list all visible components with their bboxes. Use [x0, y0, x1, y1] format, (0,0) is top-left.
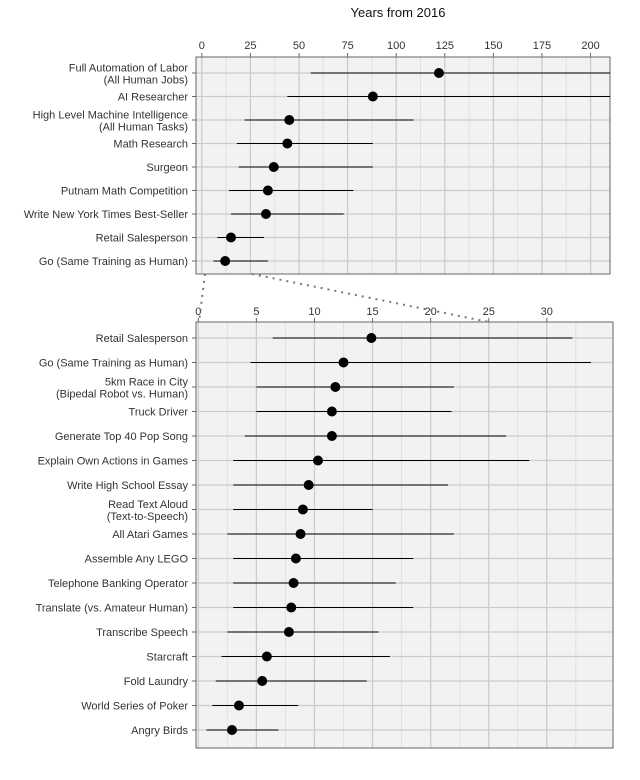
bottom-category-label — [131, 725, 188, 737]
top-median-point — [269, 162, 279, 172]
chart-title: Years from 2016 — [350, 5, 446, 20]
bottom-median-point — [257, 676, 267, 686]
top-category-label-line: Putnam Math Competition — [60, 185, 188, 198]
top-category-label-line: Math Research — [113, 138, 188, 151]
bottom-category-label — [124, 676, 189, 688]
bottom-median-point — [284, 627, 294, 637]
bottom-category-label-line: Write High School Essay — [67, 480, 188, 492]
top-category-label-line: (All Human Tasks) — [98, 121, 188, 134]
bottom-median-point — [339, 358, 349, 368]
top-panel — [24, 40, 610, 274]
top-category-label — [24, 209, 189, 221]
bottom-category-label — [96, 333, 188, 345]
bottom-median-point — [227, 725, 237, 735]
top-category-label — [118, 92, 189, 104]
bottom-category-label — [67, 480, 188, 492]
bottom-tick-label: 10 — [308, 306, 321, 318]
bottom-category-label-line: (Text-to-Speech) — [106, 511, 188, 523]
top-median-point — [368, 92, 378, 102]
top-category-label — [96, 233, 188, 245]
bottom-category-label — [146, 652, 188, 664]
bottom-category-label-line: Explain Own Actions in Games — [37, 455, 188, 468]
top-category-label-line: Go (Same Training as Human) — [38, 256, 188, 268]
bottom-category-label — [48, 578, 188, 590]
top-tick-label: 175 — [532, 40, 552, 52]
bottom-category-label-line: Read Text Aloud — [108, 499, 188, 511]
top-plot-background — [196, 57, 610, 274]
top-category-label-line: Retail Salesperson — [95, 232, 188, 245]
bottom-category-label — [81, 701, 188, 713]
bottom-category-label-line: Retail Salesperson — [95, 333, 188, 345]
bottom-category-label-line: All Atari Games — [112, 529, 188, 541]
bottom-category-label — [85, 554, 189, 566]
top-median-point — [220, 256, 230, 266]
top-tick-label: 150 — [484, 40, 503, 52]
bottom-category-label — [55, 431, 188, 443]
top-category-label — [33, 110, 188, 134]
bottom-category-label-line: Transcribe Speech — [96, 627, 188, 639]
bottom-category-label — [129, 407, 189, 419]
bottom-median-point — [234, 701, 244, 711]
bottom-tick-label: 0 — [195, 306, 202, 318]
top-tick-label: 75 — [341, 40, 354, 52]
bottom-median-point — [296, 529, 306, 539]
bottom-median-point — [291, 554, 301, 564]
top-category-label-line: Write New York Times Best-Seller — [23, 209, 188, 221]
top-category-label-line: Surgeon — [146, 162, 188, 174]
bottom-category-label-line: Truck Driver — [128, 406, 188, 419]
top-median-point — [263, 186, 273, 196]
bottom-tick-label: 15 — [366, 306, 379, 318]
top-tick-label: 100 — [387, 40, 406, 52]
bottom-category-label-line: 5km Race in City — [104, 376, 188, 389]
bottom-median-point — [298, 505, 308, 515]
top-tick-label: 0 — [198, 40, 205, 52]
bottom-category-label-line: (Bipedal Robot vs. Human) — [55, 388, 188, 401]
bottom-median-point — [262, 652, 272, 662]
top-median-point — [261, 209, 271, 219]
top-tick-label: 200 — [581, 40, 600, 52]
bottom-category-label-line: World Series of Poker — [81, 700, 188, 713]
bottom-category-label-line: Telephone Banking Operator — [47, 578, 188, 590]
top-tick-label: 25 — [244, 40, 257, 52]
bottom-median-point — [327, 407, 337, 417]
bottom-tick-label: 20 — [424, 306, 437, 318]
bottom-tick-label: 25 — [482, 306, 495, 318]
top-category-label-line: (All Human Jobs) — [103, 74, 188, 87]
top-median-point — [226, 233, 236, 243]
bottom-median-point — [330, 382, 340, 392]
top-tick-label: 125 — [435, 40, 454, 52]
bottom-category-label — [36, 603, 188, 615]
bottom-median-point — [327, 431, 337, 441]
bottom-median-point — [286, 603, 296, 613]
top-category-label — [113, 139, 188, 151]
bottom-category-label — [107, 499, 188, 523]
bottom-category-label — [96, 627, 188, 639]
bottom-panel — [36, 306, 613, 748]
top-category-label-line: High Level Machine Intelligence — [32, 109, 188, 122]
bottom-median-point — [366, 333, 376, 343]
bottom-category-label-line: Generate Top 40 Pop Song — [54, 431, 188, 443]
top-category-label — [61, 186, 188, 198]
top-category-label — [69, 63, 189, 87]
bottom-category-label — [38, 456, 189, 468]
zoom-connector — [199, 274, 489, 322]
bottom-category-label-line: Fold Laundry — [123, 676, 188, 688]
bottom-median-point — [304, 480, 314, 490]
bottom-median-point — [313, 456, 323, 466]
bottom-median-point — [289, 578, 299, 588]
bottom-category-label-line: Assemble Any LEGO — [84, 553, 188, 566]
bottom-tick-label: 5 — [253, 306, 260, 318]
top-category-label-line: Full Automation of Labor — [68, 62, 188, 75]
bottom-category-label-line: Angry Birds — [131, 725, 188, 737]
top-tick-label: 50 — [292, 40, 306, 52]
bottom-category-label-line: Go (Same Training as Human) — [38, 357, 188, 370]
bottom-tick-label: 30 — [540, 306, 553, 318]
bottom-category-label — [56, 377, 189, 401]
top-category-label — [146, 162, 188, 174]
top-median-point — [434, 68, 444, 78]
bottom-category-label — [39, 358, 188, 370]
top-category-label-line: AI Researcher — [117, 91, 188, 104]
bottom-category-label-line: Translate (vs. Amateur Human) — [35, 602, 188, 615]
top-median-point — [284, 115, 294, 125]
bottom-category-label-line: Starcraft — [146, 651, 188, 664]
bottom-category-label — [112, 529, 188, 541]
top-median-point — [282, 139, 292, 149]
top-category-label — [39, 256, 188, 268]
